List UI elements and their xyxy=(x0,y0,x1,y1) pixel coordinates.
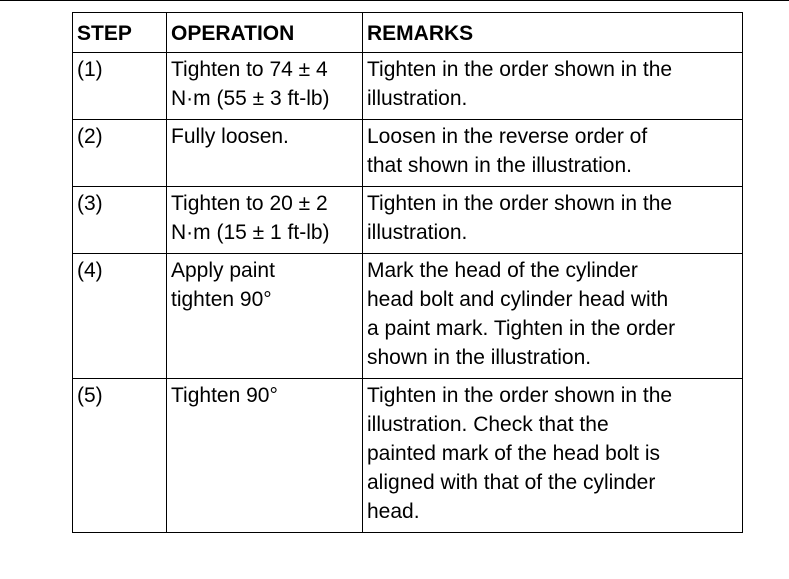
step-cell: (5) xyxy=(73,379,167,533)
step-cell: (3) xyxy=(73,187,167,254)
table-header-row xyxy=(73,13,743,53)
remarks-cell: Tighten in the order shown in the illustration. xyxy=(363,187,743,254)
header-step: STEP xyxy=(73,13,167,53)
operation-cell: Tighten to 74 ± 4 N·m (55 ± 3 ft-lb) xyxy=(167,53,363,120)
operation-cell: Fully loosen. xyxy=(167,120,363,187)
top-rule xyxy=(0,0,789,1)
operation-cell: Tighten to 20 ± 2 N·m (15 ± 1 ft-lb) xyxy=(167,187,363,254)
remarks-cell: Loosen in the reverse order of that shown in the illustration. xyxy=(363,120,743,187)
remarks-cell: Tighten in the order shown in the illustration. Check that the painted mark of the head bolt is aligned with that of the cylinder head. xyxy=(363,379,743,533)
operation-cell: Apply paint tighten 90° xyxy=(167,254,363,379)
table-row xyxy=(73,254,743,379)
header-operation: OPERATION xyxy=(167,13,363,53)
remarks-cell: Mark the head of the cylinder head bolt and cylinder head with a paint mark. Tighten in the order shown in the illustration. xyxy=(363,254,743,379)
tightening-steps-table xyxy=(72,12,743,533)
table-row xyxy=(73,379,743,533)
step-cell: (4) xyxy=(73,254,167,379)
table-row xyxy=(73,187,743,254)
table-row xyxy=(73,120,743,187)
remarks-cell: Tighten in the order shown in the illustration. xyxy=(363,53,743,120)
header-remarks: REMARKS xyxy=(363,13,743,53)
table-row xyxy=(73,53,743,120)
operation-cell: Tighten 90° xyxy=(167,379,363,533)
step-cell: (2) xyxy=(73,120,167,187)
step-cell: (1) xyxy=(73,53,167,120)
